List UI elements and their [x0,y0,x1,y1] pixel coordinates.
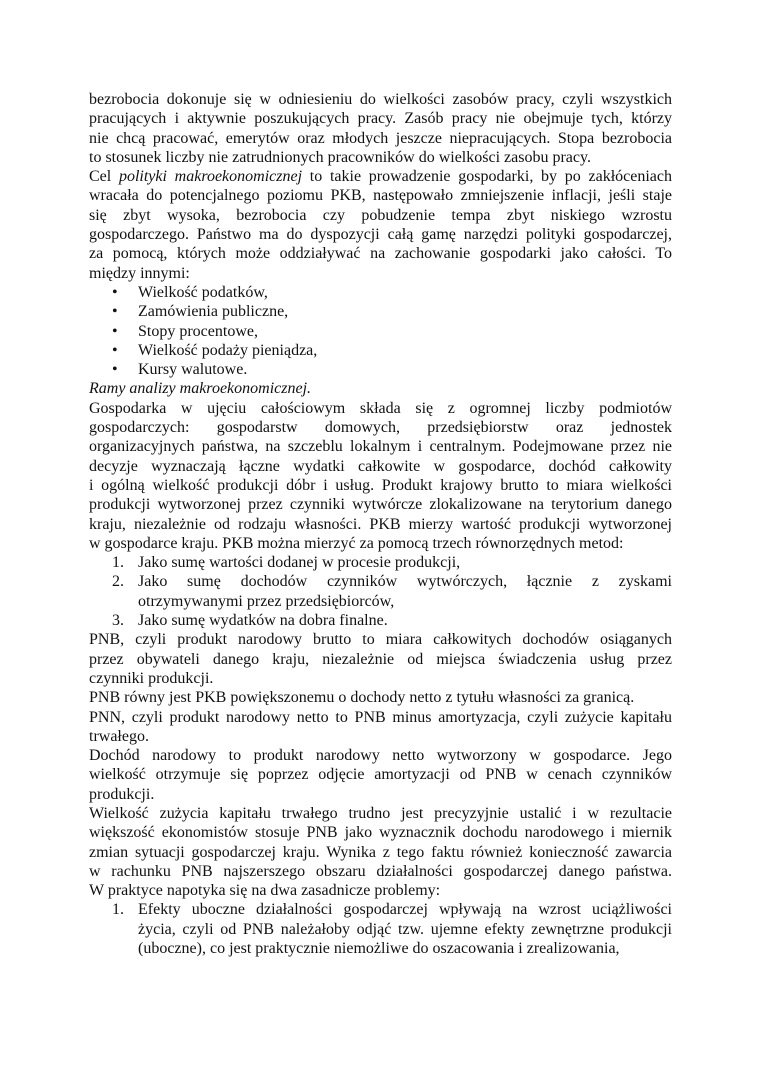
text-line: nie chcą pracować, emerytów oraz młodych jeszcze niepracujących. Stopa bezrobocia [89,129,672,147]
text-line: (uboczne), co jest praktycznie niemożliwe do oszacowania i zrealizowania, [138,940,620,958]
text-line: Zamówienia publiczne, [138,303,289,321]
text-line: W praktyce napotyka się na dwa zasadnicze problemy: [89,882,441,900]
paragraph [89,804,672,900]
list-item [89,283,672,302]
list-number: 2. [112,573,124,591]
text-line [89,167,672,186]
text-line: większość ekonomistów stosuje PNB jako wyznacznik dochodu narodowego i miernik [89,824,672,842]
text-line: otrzymywanymi przez przedsiębiorców, [138,592,395,610]
paragraph [89,746,672,804]
text-line: Kursy walutowe. [138,361,248,379]
text-line: czynniki produkcji. [89,669,214,687]
list-item [89,341,672,360]
list-number: 3. [112,612,124,630]
bullet-icon: • [112,303,118,321]
text-line: to stosunek liczby nie zatrudnionych pracowników do wielkości zasobu pracy. [89,148,591,166]
italic-text: polityki makroekonomicznej [118,168,303,186]
paragraph [89,708,672,747]
text-line: pracujących i aktywnie poszukujących pracy. Zasób pracy nie obejmuje tych, którzy [89,110,672,128]
text-line: wielkość otrzymuje się poprzez odjęcie amortyzacji od PNB w cenach czynników [89,766,672,784]
paragraph [89,167,672,283]
bullet-list [89,283,672,379]
list-item [89,611,672,630]
text-line: Wielkość zużycia kapitału trwałego trudno jest precyzyjnie ustalić i w rezultacie [89,804,672,822]
text-line: gospodarczych: gospodarstw domowych, przedsiębiorstw oraz jednostek [89,419,672,437]
list-item [89,360,672,379]
bullet-icon: • [112,341,118,359]
text-line: gospodarczego. Państwo ma do dyspozycji całą gamę narzędzi polityki gospodarczej, [89,226,672,244]
text-line: bezrobocia dokonuje się w odniesieniu do wielkości zasobów pracy, czyli wszystkich [89,91,672,108]
text-line: i ogólną wielkość produkcji dóbr i usług. Produkt krajowy brutto to miara wielkości [89,476,672,494]
text-line: PNB równy jest PKB powiększonemu o dochody netto z tytułu własności za granicą. [89,689,635,707]
text-line: wracała do potencjalnego poziomu PKB, następowało zmniejszenie inflacji, jeśli staje [89,187,672,205]
paragraph [89,688,672,707]
text-segment: Cel [89,168,119,186]
text-line: Wielkość podatków, [138,283,268,301]
text-line: w rachunku PNB najszerszego obszaru działalności gospodarczej danego państwa. [89,862,672,880]
text-line: w gospodarce kraju. PKB można mierzyć za pomocą trzech równorzędnych metod: [89,534,624,552]
paragraph [89,630,672,688]
paragraph [89,399,672,553]
text-line: Jako sumę dochodów czynników wytwórczych, łącznie z zyskami [138,573,672,591]
bullet-icon: • [112,322,118,340]
text-line: Jako sumę wydatków na dobra finalne. [138,612,388,630]
text-line: życia, czyli od PNB należałoby odjąć tzw. ujemne efekty zewnętrzne produkcji [138,920,672,938]
text-line: między innymi: [89,264,190,282]
text-line: Stopy procentowe, [138,322,258,340]
list-item [89,572,672,611]
text-line: decyzje wyznaczają łączne wydatki całkowite w gospodarce, dochód całkowity [89,457,672,475]
text-line: za pomocą, których może oddziaływać na zachowanie gospodarki jako całości. To [89,245,672,263]
text-line: kraju, niezależnie od rodzaju własności. PKB mierzy wartość produkcji wytworzonej [89,515,672,533]
italic-text: Ramy analizy makroekonomicznej. [89,380,312,398]
text-line [89,379,672,398]
text-line: organizacyjnych państwa, na szczeblu lokalnym i centralnym. Podejmowane przez nie [89,438,672,456]
list-item [89,322,672,341]
paragraph [89,379,672,398]
bullet-icon: • [112,283,118,301]
text-line: produkcji wytworzonej przez czynniki wytwórcze zlokalizowane na terytorium danego [89,496,672,514]
list-item [89,302,672,321]
numbered-list [89,553,672,630]
list-item [89,553,672,572]
numbered-list [89,900,672,958]
text-line: się zbyt wysoka, bezrobocia czy pobudzenie tempa zbyt niskiego wzrostu [89,206,672,224]
text-line: zmian sytuacji gospodarczej kraju. Wynika z tego faktu również konieczność zawarcia [89,843,672,861]
text-line: trwałego. [89,727,149,745]
text-segment: to takie prowadzenie gospodarki, by po zakłóceniach [302,168,673,186]
text-line: przez obywateli danego kraju, niezależnie od miejsca świadczenia usług przez [89,650,672,668]
document-page [89,90,672,958]
list-number: 1. [112,554,124,572]
text-line: PNN, czyli produkt narodowy netto to PNB minus amortyzacja, czyli zużycie kapitału [89,708,672,726]
text-line: Gospodarka w ujęciu całościowym składa się z ogromnej liczby podmiotów [89,399,672,417]
text-line: produkcji. [89,785,155,803]
bullet-icon: • [112,361,118,379]
list-number: 1. [112,901,124,919]
text-line: Jako sumę wartości dodanej w procesie produkcji, [138,554,461,572]
text-line: Wielkość podaży pieniądza, [138,341,318,359]
text-line: Efekty uboczne działalności gospodarczej wpływają na wzrost uciążliwości [138,901,672,919]
text-line: Dochód narodowy to produkt narodowy netto wytworzony w gospodarce. Jego [89,747,672,765]
text-line: PNB, czyli produkt narodowy brutto to miara całkowitych dochodów osiąganych [89,631,672,649]
paragraph [89,90,672,167]
list-item [89,900,672,958]
